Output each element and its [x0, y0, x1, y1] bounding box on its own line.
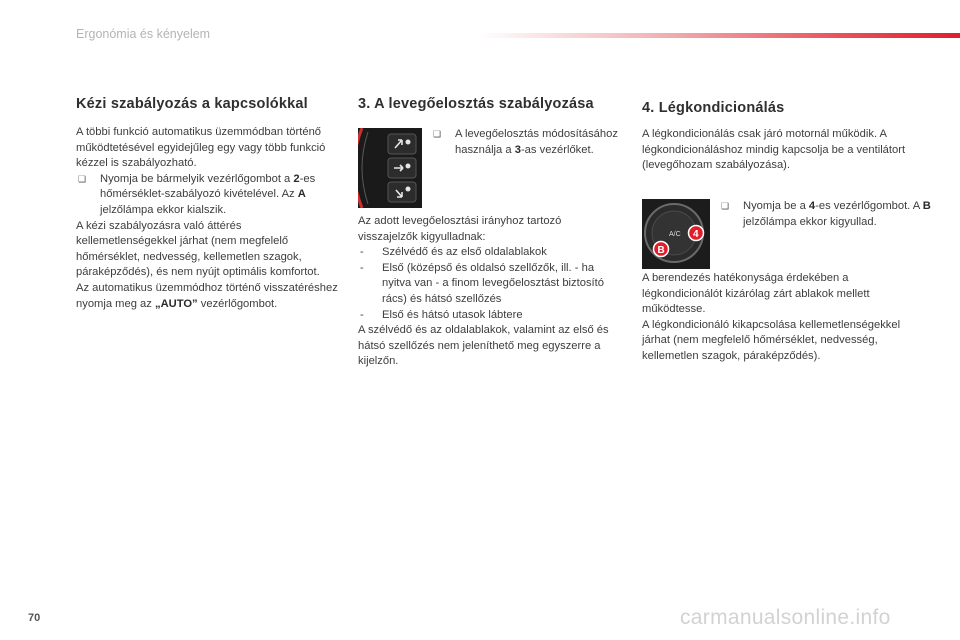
- checkbox-bullet-icon: ❏: [721, 201, 730, 211]
- manual-warning-text: A kézi szabályozásra való áttérés kellemetlenségekkel járhat (nem megfelelő hőmérséklet, nedvesség, kellemetlen szagok, páraképződés), és nem nyújt optimális komfortot.: [76, 219, 320, 279]
- checkbox-bullet-icon: ❏: [433, 129, 442, 139]
- label-b-marker: B: [657, 245, 665, 256]
- heading-air-conditioning: 4. Légkondicionálás: [642, 100, 785, 116]
- bullet-item: ❏ A levegőelosztás módosításához használja a 3-as vezérlőket.: [433, 128, 618, 156]
- ac-button-image: [642, 199, 710, 269]
- dash-item: - Szélvédő és az első oldalablakok: [360, 246, 547, 259]
- column-air-conditioning: 4. Légkondicionálás A légkondicionálás csak járó motornál működik. A légkondicionáláshoz mindig kapcsolja be a ventilátort (levegőhozam szabályozása).: [642, 100, 912, 174]
- label-4-marker: 4: [693, 229, 699, 240]
- checkbox-bullet-icon: ❏: [78, 173, 87, 184]
- dash-item: - Első (középső és oldalsó szellőzők, ill. - ha nyitva van - a finom levegőelosztást biztosító rács) és hátsó szellőzés: [360, 261, 604, 305]
- air-distribution-controls-image: [358, 128, 422, 208]
- column-manual-control: [76, 96, 338, 312]
- page-number: 70: [28, 612, 41, 624]
- bullet-item: ❏ Nyomja be a 4-es vezérlőgombot. A B jelzőlámpa ekkor kigyullad.: [721, 200, 931, 228]
- auto-return-text: Az automatikus üzemmódhoz történő visszatéréshez nyomja meg az „AUTO” vezérlőgombot.: [76, 281, 338, 310]
- air-distribution-text: Az adott levegőelosztási irányhoz tartozó visszajelzők kigyulladnak: - Szélvédő és az első oldalablakok - Első (középső és oldalsó szellőzők, ill. - ha nyitva van - a finom levegőelosztást biztosító rács) és hátsó szellőzés - Első és hátsó utasok lábtere A szélvédő és az oldalablakok, valamint az első és hátsó szellőzés nem jeleníthető meg egyszerre a kijelzőn.: [358, 214, 620, 370]
- header-accent-bar: [478, 33, 960, 38]
- heading-manual-control: Kézi szabályozás a kapcsolókkal: [76, 96, 308, 112]
- intro-text: A többi funkció automatikus üzemmódban történő működtetésével egyidejűleg egy vagy több funkció kézzel is szabályozható.: [76, 126, 326, 170]
- bullet-item: ❏ Nyomja be bármelyik vezérlőgombot a 2-es hőmérséklet-szabályozó kivételével. Az A jelzőlámpa ekkor kialszik.: [78, 172, 316, 216]
- watermark: carmanualsonline.info: [680, 606, 891, 629]
- section-title: Ergonómia és kényelem: [76, 27, 211, 41]
- ac-label: A/C: [669, 231, 681, 238]
- column-air-distribution: [358, 96, 620, 112]
- ac-efficiency-text: A berendezés hatékonysága érdekében a légkondicionálót kizárólag zárt ablakok mellett működtesse. A légkondicionáló kikapcsolása kellemetlenségekkel járhat (nem megfelelő hőmérséklet, nedvesség, kellemetlen szagok, páraképződés).: [642, 272, 901, 362]
- dash-item: - Első és hátsó utasok lábtere: [360, 308, 523, 321]
- heading-air-distribution: 3. A levegőelosztás szabályozása: [358, 96, 594, 112]
